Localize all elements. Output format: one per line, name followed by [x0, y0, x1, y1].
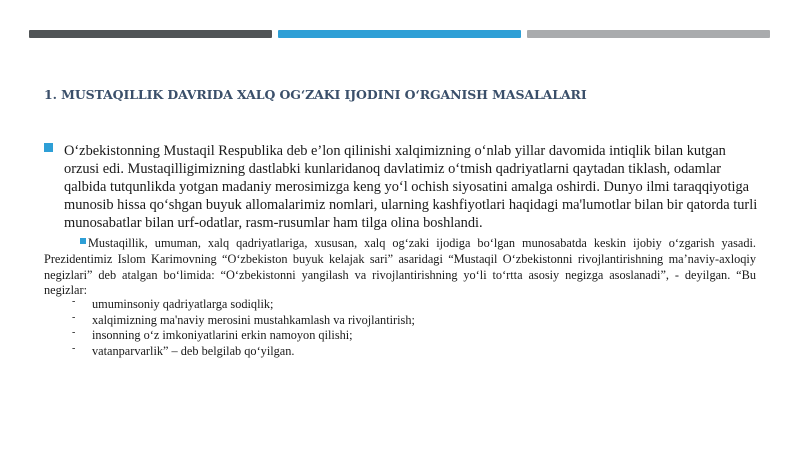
dash-bullet-icon: - [72, 342, 76, 354]
main-bullet [44, 142, 764, 232]
slide-title: 1. MUSTAQILLIK DAVRIDA XALQ OG‘ZAKI IJODINI O‘RGANISH MASALALARI [44, 87, 587, 102]
list-item: - umuminsoniy qadriyatlarga sodiqlik; [72, 296, 274, 311]
list-item: - insonning o‘z imkoniyatlarini erkin namoyon qilishi; [72, 327, 353, 342]
square-bullet-icon [44, 143, 53, 152]
dash-bullet-icon: - [72, 296, 76, 307]
small-square-bullet-icon [80, 238, 86, 244]
dash-bullet-icon: - [72, 327, 76, 338]
paragraph-1: O‘zbekistonning Mustaqil Respublika deb e’lon qilinishi xalqimizning o‘nlab yillar davomida intiqlik bilan kutgan orzusi edi. Mustaqilligimizning dastlabki kunlaridanoq davlatimiz o‘tmish qadriyatlarni qaytadan tiklash, odamlar qalbida tutqunlikda yotgan madaniy merosimizga keng yo‘l ochish siyosatini amalga oshirdi. Dunyo ilmi taraqqiyotiga munosib hissa qo‘shgan buyuk allomalarimiz nomlari, ularning kashfiyotlari haqidagi ma'lumotlar bilan bir qatorda turli munosabatlar bilan urf-odatlar, rasm-rusumlar ham tilga olina boshlandi. [64, 143, 758, 231]
list-item: - xalqimizning ma'naviy merosini mustahkamlash va rivojlantirish; [72, 311, 415, 327]
header-bar-left [29, 30, 272, 38]
negizlar-list [72, 297, 415, 359]
list-item: - vatanparvarlik” – deb belgilab qo‘yilgan. [72, 342, 295, 358]
dash-bullet-icon: - [72, 311, 76, 323]
header-bar-right [527, 30, 770, 38]
paragraph-2: Mustaqillik, umuman, xalq qadriyatlariga, xususan, xalq og‘zaki ijodiga bo‘lgan munosabatda keskin ijobiy o‘zgarish yasadi. Prezidentimiz Islom Karimovning “O‘zbekiston buyuk kelajak sari” asaridagi “Mustaqil O‘zbekistonni rivojlantirishning ma’naviy-axloqiy negizlari” deb atalgan bo‘limida: “O‘zbekistonni yangilash va rivojlantirishning yo‘li to‘rtta asosiy negizga asoslanadi”, - deyilgan. “Bu negizlar: [44, 236, 756, 298]
paragraph-2-block [44, 236, 756, 299]
header-bar-middle [278, 30, 521, 38]
